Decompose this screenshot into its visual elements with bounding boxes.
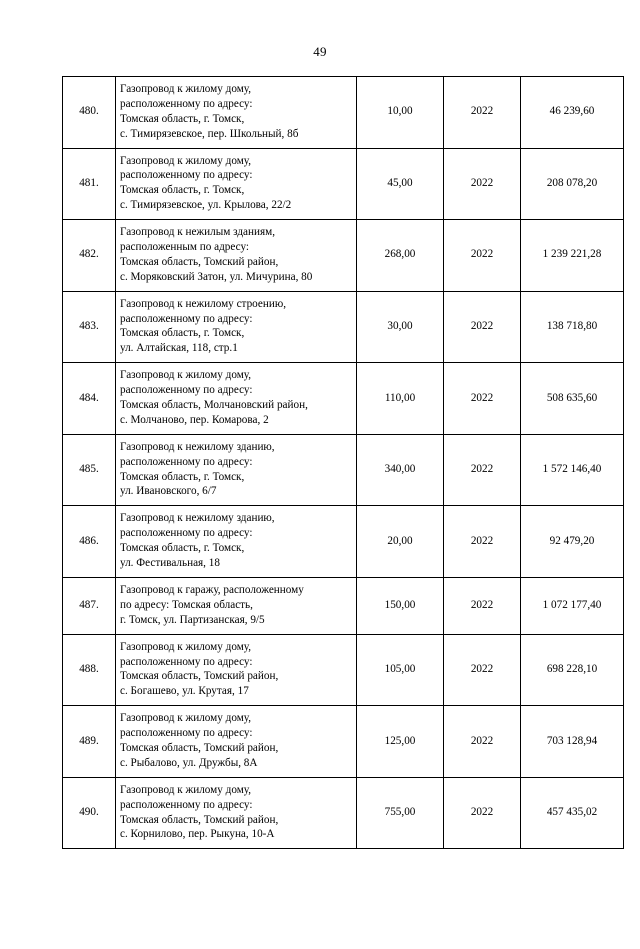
description-line: г. Томск, ул. Партизанская, 9/5 (120, 613, 265, 626)
description-line: расположенному по адресу: (120, 312, 253, 325)
row-description (116, 706, 357, 778)
row-year: 2022 (444, 291, 521, 363)
description-line: с. Тимирязевское, пер. Школьный, 8б (120, 127, 299, 140)
description-line: Газопровод к жилому дому, (120, 83, 252, 95)
row-number: 486. (63, 506, 116, 578)
description-line: с. Корнилово, пер. Рыкуна, 10-А (120, 828, 275, 841)
row-year: 2022 (444, 220, 521, 292)
description-line: Томская область, г. Томск, (120, 327, 245, 340)
row-sum: 698 228,10 (521, 634, 624, 706)
asset-table (62, 76, 624, 849)
row-description (116, 634, 357, 706)
row-year: 2022 (444, 434, 521, 506)
description-line: Газопровод к жилому дому, (120, 369, 252, 382)
row-description (116, 363, 357, 435)
table-row (63, 777, 624, 849)
row-number: 485. (63, 434, 116, 506)
row-sum: 1 572 146,40 (521, 434, 624, 506)
description-line: Газопровод к нежилым зданиям, (120, 226, 275, 239)
row-year: 2022 (444, 148, 521, 220)
description-line: Томская область, Томский район, (120, 741, 279, 754)
row-description (116, 220, 357, 292)
row-quantity: 45,00 (357, 148, 444, 220)
table-row (63, 363, 624, 435)
description-line: Газопровод к нежилому зданию, (120, 440, 275, 453)
description-line: Газопровод к гаражу, расположенному (120, 583, 304, 596)
description-line: Газопровод к жилому дому, (120, 783, 252, 796)
table-row (63, 220, 624, 292)
row-description (116, 577, 357, 634)
description-line: расположенному по адресу: (120, 798, 253, 811)
description-line: Газопровод к жилому дому, (120, 154, 252, 167)
row-year: 2022 (444, 634, 521, 706)
description-line: по адресу: Томская область, (120, 598, 253, 611)
description-line: Газопровод к жилому дому, (120, 712, 252, 725)
description-line: Томская область, г. Томск, (120, 542, 245, 555)
description-line: расположенному по адресу: (120, 169, 253, 182)
row-sum: 508 635,60 (521, 363, 624, 435)
description-line: Томская область, г. Томск, (120, 470, 245, 483)
row-sum: 208 078,20 (521, 148, 624, 220)
description-line: расположенному по адресу: (120, 727, 253, 740)
description-line: Томская область, Томский район, (120, 670, 279, 683)
description-line: расположенному по адресу: (120, 455, 253, 468)
description-line: ул. Фестивальная, 18 (120, 557, 220, 570)
description-line: расположенному по адресу: (120, 97, 253, 110)
row-number: 484. (63, 363, 116, 435)
description-line: Томская область, г. Томск, (120, 184, 245, 197)
description-line: с. Моряковский Затон, ул. Мичурина, 80 (120, 270, 313, 283)
row-description (116, 291, 357, 363)
row-description (116, 506, 357, 578)
row-number: 488. (63, 634, 116, 706)
row-quantity: 268,00 (357, 220, 444, 292)
description-line: Томская область, Томский район, (120, 255, 279, 268)
row-number: 482. (63, 220, 116, 292)
table-row (63, 148, 624, 220)
row-year: 2022 (444, 506, 521, 578)
row-number: 481. (63, 148, 116, 220)
row-year: 2022 (444, 363, 521, 435)
row-quantity: 755,00 (357, 777, 444, 849)
description-line: Газопровод к нежилому зданию, (120, 512, 275, 525)
description-line: расположенному по адресу: (120, 384, 253, 397)
description-line: Томская область, Томский район, (120, 813, 279, 826)
document-page (0, 44, 640, 949)
row-quantity: 340,00 (357, 434, 444, 506)
description-line: с. Богашево, ул. Крутая, 17 (120, 685, 249, 698)
row-quantity: 20,00 (357, 506, 444, 578)
description-line: Томская область, г. Томск, (120, 112, 245, 125)
row-number: 483. (63, 291, 116, 363)
row-year: 2022 (444, 706, 521, 778)
row-quantity: 125,00 (357, 706, 444, 778)
page-number: 49 (313, 44, 327, 59)
row-description (116, 148, 357, 220)
description-line: расположенному по адресу: (120, 527, 253, 540)
row-sum: 457 435,02 (521, 777, 624, 849)
description-line: с. Тимирязевское, ул. Крылова, 22/2 (120, 199, 292, 212)
table-row (63, 77, 624, 149)
row-year: 2022 (444, 777, 521, 849)
description-line: Газопровод к нежилому строению, (120, 297, 286, 310)
row-number: 489. (63, 706, 116, 778)
row-sum: 703 128,94 (521, 706, 624, 778)
row-year: 2022 (444, 577, 521, 634)
row-sum: 1 239 221,28 (521, 220, 624, 292)
row-sum: 138 718,80 (521, 291, 624, 363)
table-row (63, 291, 624, 363)
row-number: 487. (63, 577, 116, 634)
row-sum: 46 239,60 (521, 77, 624, 149)
row-sum: 92 479,20 (521, 506, 624, 578)
table-body (63, 77, 624, 849)
row-quantity: 10,00 (357, 77, 444, 149)
description-line: расположенным по адресу: (120, 241, 250, 254)
row-quantity: 150,00 (357, 577, 444, 634)
description-line: расположенному по адресу: (120, 655, 253, 668)
table-row (63, 506, 624, 578)
description-line: с. Рыбалово, ул. Дружбы, 8А (120, 756, 258, 769)
row-number: 480. (63, 77, 116, 149)
table-row (63, 634, 624, 706)
description-line: с. Молчаново, пер. Комарова, 2 (120, 413, 269, 426)
row-description (116, 777, 357, 849)
table-row (63, 706, 624, 778)
description-line: ул. Алтайская, 118, стр.1 (120, 342, 238, 355)
row-quantity: 105,00 (357, 634, 444, 706)
row-year: 2022 (444, 77, 521, 149)
table-container (0, 76, 640, 849)
row-quantity: 110,00 (357, 363, 444, 435)
row-description (116, 77, 357, 149)
description-line: Томская область, Молчановский район, (120, 399, 308, 412)
table-row (63, 577, 624, 634)
description-line: Газопровод к жилому дому, (120, 640, 252, 653)
row-number: 490. (63, 777, 116, 849)
row-sum: 1 072 177,40 (521, 577, 624, 634)
table-row (63, 434, 624, 506)
row-description (116, 434, 357, 506)
description-line: ул. Ивановского, 6/7 (120, 485, 217, 498)
row-quantity: 30,00 (357, 291, 444, 363)
